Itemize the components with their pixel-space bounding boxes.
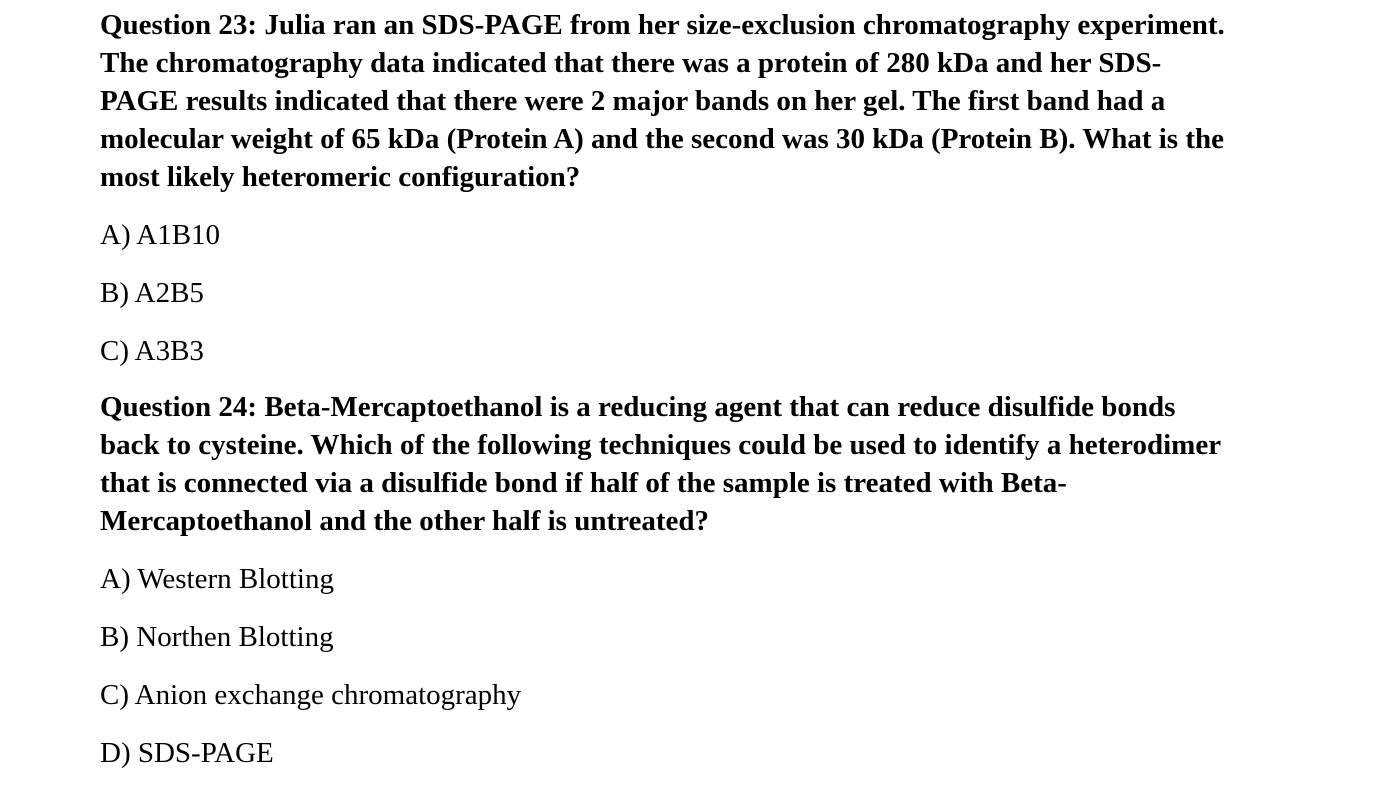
question-24-options (100, 560, 1330, 772)
document-page (100, 6, 1330, 792)
question-text-line: The chromatography data indicated that there was a protein of 280 kDa and her SDS- (100, 47, 1162, 79)
question-text-line: Question 23: Julia ran an SDS-PAGE from her size-exclusion chromatography experiment. (100, 9, 1225, 41)
question-text-line: most likely heteromeric configuration? (100, 161, 581, 193)
question-23-options (100, 216, 1330, 370)
option-c[interactable]: C) A3B3 (100, 335, 204, 367)
question-text-line: back to cysteine. Which of the following techniques could be used to identify a heterodimer (100, 429, 1222, 461)
option-a[interactable]: A) Western Blotting (100, 563, 334, 595)
option-c[interactable]: C) Anion exchange chromatography (100, 679, 522, 711)
question-text-line: that is connected via a disulfide bond if half of the sample is treated with Beta- (100, 467, 1067, 499)
question-23 (100, 6, 1330, 370)
question-24-text (100, 388, 1330, 540)
option-a[interactable]: A) A1B10 (100, 219, 221, 251)
option-d[interactable]: D) SDS-PAGE (100, 737, 274, 769)
question-24 (100, 388, 1330, 772)
option-b[interactable]: B) Northen Blotting (100, 621, 334, 653)
question-text-line: Question 24: Beta-Mercaptoethanol is a reducing agent that can reduce disulfide bonds (100, 391, 1176, 423)
question-text-line: molecular weight of 65 kDa (Protein A) and the second was 30 kDa (Protein B). What is the (100, 123, 1225, 155)
question-text-line: PAGE results indicated that there were 2 major bands on her gel. The first band had a (100, 85, 1166, 117)
question-23-text (100, 6, 1330, 196)
option-b[interactable]: B) A2B5 (100, 277, 204, 309)
question-text-line: Mercaptoethanol and the other half is untreated? (100, 505, 709, 537)
